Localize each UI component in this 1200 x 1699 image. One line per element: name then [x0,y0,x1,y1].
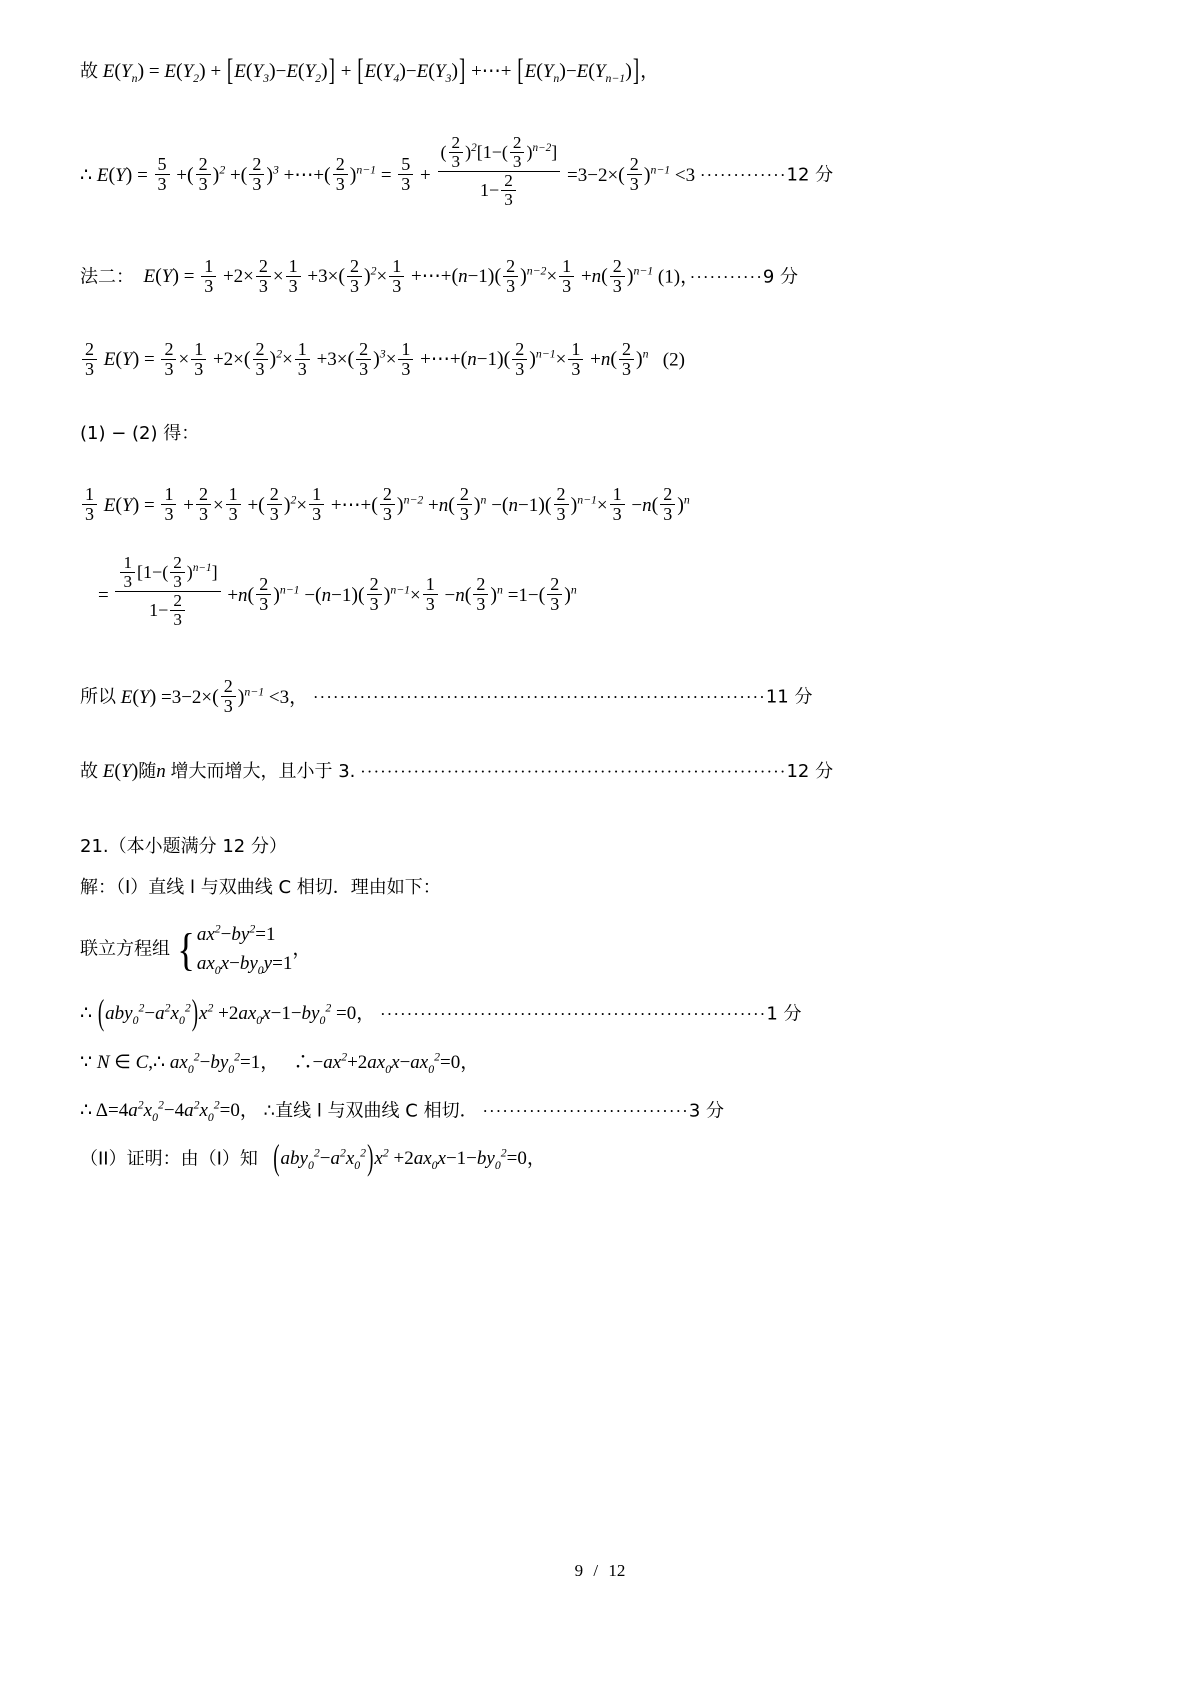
line-8-mid: 随 [138,761,157,783]
question-21-line-2 [80,1050,1120,1076]
score-9: 9 分 [762,266,799,288]
question-21-solution-text: 解：（I）直线 l 与双曲线 C 相切．理由如下： [80,876,441,898]
line-4-math: $\frac{2}{3}$ E(Y) = $\frac{2}{3}$ × $\frac{1}{3}$ +2×( $\frac{2}{3}$ )$^2$× $\frac{1}{3}$ +3×( $\frac{2}{3}$ )$^3$× $\frac{1}{3}$ +⋯+(n−1)( $\frac{2}{3}$ )$^{n-1}$× $\frac{1}{3}$ +n( $\frac{2}{3}$ )$^n$ [80,349,653,370]
equation-tag-1: (1)， [657,266,690,288]
question-21-title-text: 21.（本小题满分 12 分） [80,836,287,858]
line-7-prefix: 所以 [80,686,116,708]
question-21-line-3 [80,1099,1120,1125]
formula-line-7 [80,677,1120,716]
question-21-solution-intro [80,877,1120,900]
formula-line-6 [80,485,1120,524]
line-8-prefix: 故 [80,761,98,783]
page-footer [0,1561,1200,1581]
formula-line-6b [80,554,1120,629]
system-row-2: $ax_0x-by_0y=1$ [196,953,293,977]
formula-line-2 [80,134,1120,209]
question-21-system: 联立方程组 { $ax^2-by^2=1$ $ax_0x-by_0y=1$ ， [80,920,1120,980]
question-21-part-2 [80,1138,1120,1179]
formula-line-4 [80,340,1120,379]
formula-line-8: 故 E(Y)随n 增大而增大，且小于 3. ································································12 分 [80,760,834,783]
leader-dots-3: ···································································· [312,687,766,707]
leader-dots-5: ·························································· [380,1004,767,1024]
line-1-math: $E(Y_n) = E(Y_2) + [E(Y_3)-E(Y_2)] + [E(Y_4)-E(Y_3)]$ +⋯+ $[E(Y_n)-E(Y_{n-1})]$， [102,54,660,89]
q21-line-1-math: ∴ $(aby_0^2-a^2x_0^2)x^2 +2ax_0x-1-by_0^2 =0$， [80,994,376,1035]
line-8-tail: 增大而增大，且小于 3. [170,761,356,783]
line-1-prefix: 故 [80,61,98,82]
score-11: 11 分 [765,686,813,708]
score-3: 3 分 [688,1099,725,1121]
page-total: 12 [608,1561,626,1580]
score-12-a: 12 分 [786,164,834,186]
system-row-1: $ax^2-by^2=1$ [196,922,276,945]
equation-tag-2: (2) [662,349,685,371]
leader-dots-6: ······························· [482,1100,689,1120]
line-6b-math: = $\frac{1}{3}$ [1−( $\frac{2}{3}$ )$^{n-1}$] 1− $\frac{2}{3}$ +n( $\frac{2}{3}$ )$^{n-1}$ −(n−1)( $\frac{2}{3}$ )$^{n-1}$× $\frac{1}{3}$ −n( $\frac{2}{3}$ )$^n$ =1−( $\frac{2}{3}$ )$^n$ [98,553,577,630]
q21-part-2-label: （II）证明：由（I）知 [80,1148,258,1170]
system-label: 联立方程组 [80,938,170,960]
line-8-math: E(Y) [102,760,139,783]
system-cases [175,920,293,980]
line-2-math: ∴ E(Y) = $\frac{5}{3}$ +( $\frac{2}{3}$ )$^2$ +( $\frac{2}{3}$ )$^3$ +⋯+( $\frac{2}{3}$ )$^{n-1}$ = $\frac{5}{3}$ + ( $\frac{2}{3}$ )$^2$[1−( $\frac{2}{3}$ )$^{n-2}$] 1− $\frac{2}{3}$ =3−2×( $\frac{2}{3}$ )$^{n-1}$ <3 [80,132,696,209]
leader-dots-1: ············· [699,165,787,185]
score-12-b: 12 分 [786,761,834,783]
q21-line-2-math: ∵ N ∈ C,∴ $ax_0^2-by_0^2=1$， $\therefore-ax^2+2ax_0x-ax_0^2=0$， [80,1050,480,1076]
page-separator: / [593,1561,599,1580]
q21-line-3-tail: ∴直线 l 与双曲线 C 相切． [263,1099,478,1121]
line-6-math: $\frac{1}{3}$ E(Y) = $\frac{1}{3}$ + $\frac{2}{3}$ × $\frac{1}{3}$ +( $\frac{2}{3}$ )$^2$× $\frac{1}{3}$ +⋯+( $\frac{2}{3}$ )$^{n-2}$ +n( $\frac{2}{3}$ )$^n$ −(n−1)( $\frac{2}{3}$ )$^{n-1}$× $\frac{1}{3}$ −n( $\frac{2}{3}$ )$^n$ [80,495,690,516]
question-21-line-1 [80,994,1120,1035]
line-3-math: E(Y) = $\frac{1}{3}$ +2× $\frac{2}{3}$ × $\frac{1}{3}$ +3×( $\frac{2}{3}$ )$^2$× $\frac{1}{3}$ +⋯+(n−1)( $\frac{2}{3}$ )$^{n-2}$× $\frac{1}{3}$ +n( $\frac{2}{3}$ )$^{n-1}$ [143,255,654,296]
leader-dots-2: ··········· [689,267,763,287]
formula-line-5 [80,423,1120,446]
question-21-title [80,836,1120,859]
q21-part-2-math: $(aby_0^2-a^2x_0^2)x^2 +2ax_0x-1-by_0^2=0$， [273,1138,546,1179]
system-rows [197,920,292,980]
leader-dots-4: ································································ [360,762,787,782]
score-1: 1 分 [766,1003,802,1025]
page-number: 9 [574,1561,584,1580]
formula-line-1 [80,54,1120,89]
line-7-math: E(Y) =3−2×( $\frac{2}{3}$ )$^{n-1}$ <3， [120,676,309,717]
method-two-label: 法二： [80,266,134,288]
q21-line-3-math: ∴ $\Delta=4a^2x_0^2-4a^2x_0^2=0$， [80,1098,259,1124]
left-brace: { [176,923,195,975]
subtract-note: (1) − (2) 得： [80,422,200,444]
formula-line-3 [80,257,1120,296]
